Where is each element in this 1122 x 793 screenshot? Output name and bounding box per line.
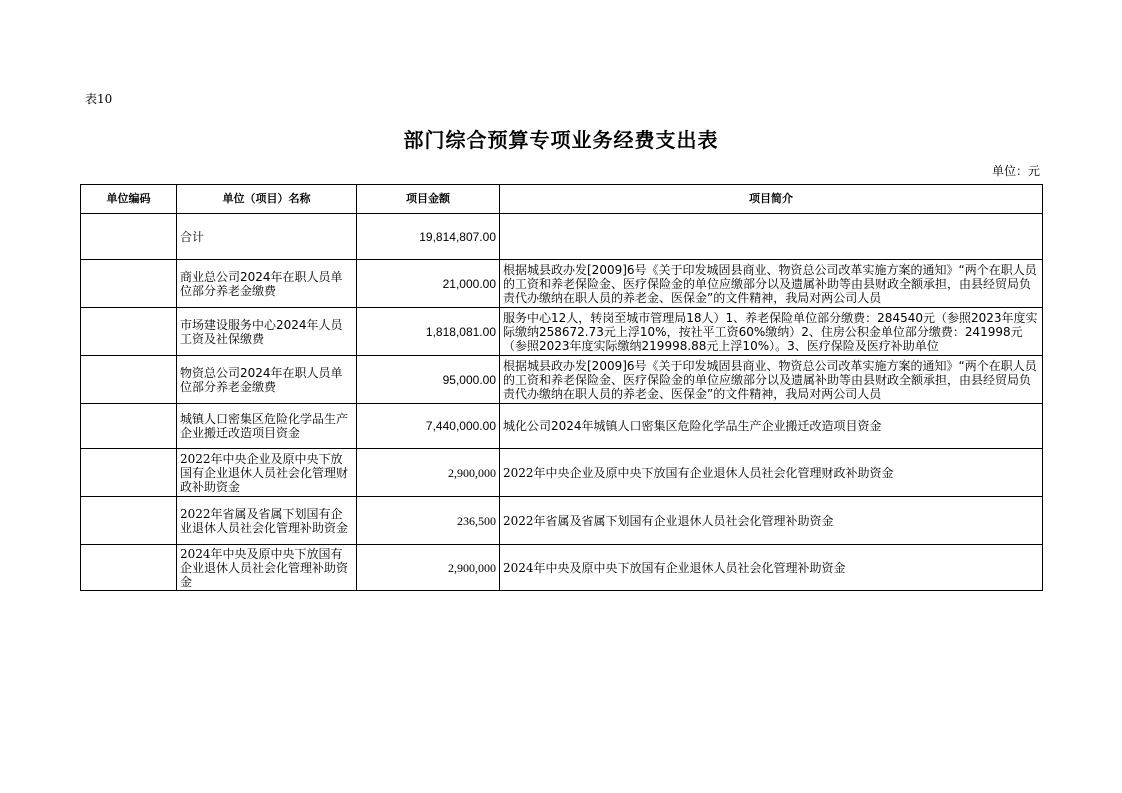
cell-desc <box>500 308 1043 356</box>
sheet-label: 表10 <box>85 92 113 106</box>
cell-name: 2022年省属及省属下划国有企业退休人员社会化管理补助资金 <box>177 497 357 545</box>
cell-desc <box>500 214 1043 260</box>
cell-desc: 城化公司2024年城镇人口密集区危险化学品生产企业搬迁改造项目资金 <box>500 404 1043 449</box>
cell-code <box>81 497 177 545</box>
table-row-total <box>81 214 1043 260</box>
cell-amount: 2,900,000 <box>357 449 500 497</box>
cell-desc-text: 服务中心12人，转岗至城市管理局18人）1、养老保险单位部分缴费：284540元（参照2023年度实际缴纳258672.73元上浮10%，按社平工资60%缴纳）2、住房公积金单位部分缴费：241998元（参照2023年度实际缴纳219998.88元上浮10%）。3、医疗保险及医疗补助单位 <box>503 310 1038 353</box>
cell-name: 商业总公司2024年在职人员单位部分养老金缴费 <box>177 260 357 308</box>
table-row <box>81 449 1043 497</box>
cell-amount: 19,814,807.00 <box>357 214 500 260</box>
header-unit-name: 单位（项目）名称 <box>177 185 357 214</box>
budget-table <box>80 184 1043 591</box>
cell-name: 物资总公司2024年在职人员单位部分养老金缴费 <box>177 356 357 404</box>
cell-desc: 2024年中央及原中央下放国有企业退休人员社会化管理补助资金 <box>500 545 1043 591</box>
cell-name: 城镇人口密集区危险化学品生产企业搬迁改造项目资金 <box>177 404 357 449</box>
unit-label: 单位：元 <box>991 164 1040 178</box>
cell-name: 2022年中央企业及原中央下放国有企业退休人员社会化管理财政补助资金 <box>177 449 357 497</box>
cell-name: 合计 <box>177 214 357 260</box>
table-row <box>81 260 1043 308</box>
cell-amount: 2,900,000 <box>357 545 500 591</box>
cell-code <box>81 214 177 260</box>
cell-code <box>81 449 177 497</box>
table-row <box>81 404 1043 449</box>
header-amount: 项目金额 <box>357 185 500 214</box>
cell-code <box>81 260 177 308</box>
cell-code <box>81 545 177 591</box>
cell-amount: 21,000.00 <box>357 260 500 308</box>
cell-desc <box>500 260 1043 308</box>
header-description: 项目简介 <box>500 185 1043 214</box>
cell-amount: 1,818,081.00 <box>357 308 500 356</box>
table-row <box>81 545 1043 591</box>
cell-amount: 236,500 <box>357 497 500 545</box>
cell-name: 市场建设服务中心2024年人员工资及社保缴费 <box>177 308 357 356</box>
cell-code <box>81 404 177 449</box>
cell-desc: 2022年省属及省属下划国有企业退休人员社会化管理补助资金 <box>500 497 1043 545</box>
table-row <box>81 497 1043 545</box>
cell-code <box>81 356 177 404</box>
cell-amount: 95,000.00 <box>357 356 500 404</box>
cell-desc: 2022年中央企业及原中央下放国有企业退休人员社会化管理财政补助资金 <box>500 449 1043 497</box>
cell-name: 2024年中央及原中央下放国有企业退休人员社会化管理补助资金 <box>177 545 357 591</box>
cell-desc-text: 根据城县政办发[2009]6号《关于印发城固县商业、物资总公司改革实施方案的通知》“两个在职人员的工资和养老保险金、医疗保险金的单位应缴部分以及遗属补助等由县财政全额承担，由县经贸局负责代办缴纳在职人员的养老金、医保金”的文件精神，我局对两公司人员 <box>503 262 1037 305</box>
cell-amount: 7,440,000.00 <box>357 404 500 449</box>
table-header-row <box>81 185 1043 214</box>
page-title: 部门综合预算专项业务经费支出表 <box>403 128 719 152</box>
table-row <box>81 356 1043 404</box>
header-unit-code: 单位编码 <box>81 185 177 214</box>
cell-desc <box>500 356 1043 404</box>
cell-code <box>81 308 177 356</box>
table-row <box>81 308 1043 356</box>
cell-desc-text: 根据城县政办发[2009]6号《关于印发城固县商业、物资总公司改革实施方案的通知》“两个在职人员的工资和养老保险金、医疗保险金的单位应缴部分以及遗属补助等由县财政全额承担，由县经贸局负责代办缴纳在职人员的养老金、医保金”的文件精神，我局对两公司人员 <box>503 358 1037 401</box>
